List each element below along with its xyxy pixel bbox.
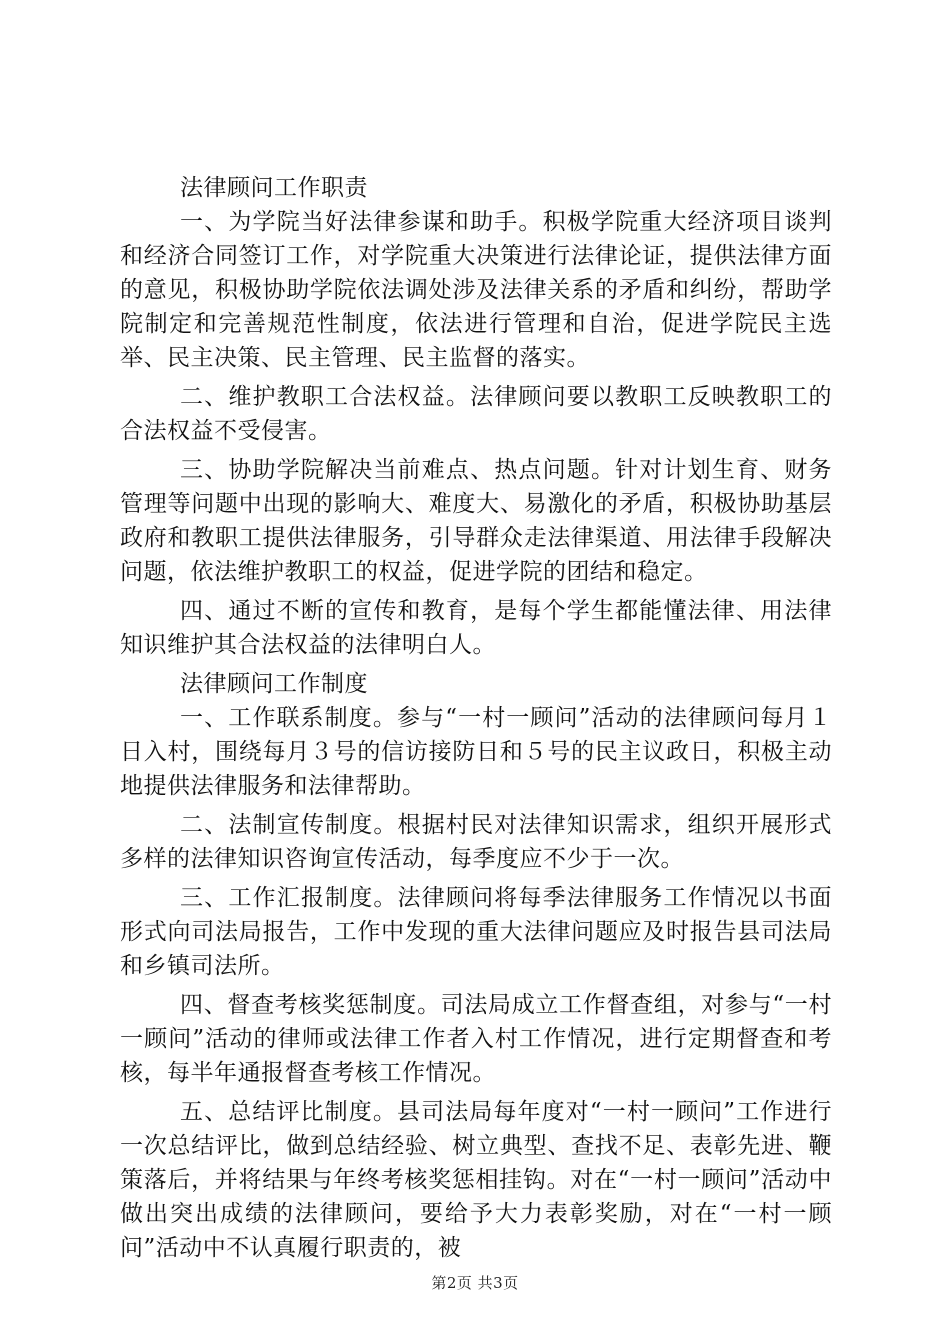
paragraph-duty-1: 一、为学院当好法律参谋和助手。积极学院重大经济项目谈判和经济合同签订工作，对学院重大决策进行法律论证，提供法律方面的意见，积极协助学院依法调处涉及法律关系的矛盾和纠纷，帮助学院制定和完善规范性制度，依法进行管理和自治，促进学院民主选举、民主决策、民主管理、民主监督的落实。 xyxy=(120,209,832,371)
paragraph-system-5: 五、总结评比制度。县司法局每年度对“一村一顾问”工作进行一次总结评比，做到总结经验、树立典型、查找不足、表彰先进、鞭策落后，并将结果与年终考核奖惩相挂钩。对在“一村一顾问”活动中做出突出成绩的法律顾问，要给予大力表彰奖励，对在“一村一顾问”活动中不认真履行职责的，被 xyxy=(120,1099,832,1261)
paragraph-system-3: 三、工作汇报制度。法律顾问将每季法律服务工作情况以书面形式向司法局报告，工作中发现的重大法律问题应及时报告县司法局和乡镇司法所。 xyxy=(120,885,832,979)
paragraph-duty-4: 四、通过不断的宣传和教育，是每个学生都能懂法律、用法律知识维护其合法权益的法律明白人。 xyxy=(120,598,832,658)
section-title-system: 法律顾问工作制度 xyxy=(180,671,368,697)
paragraph-system-2: 二、法制宣传制度。根据村民对法律知识需求，组织开展形式多样的法律知识咨询宣传活动，每季度应不少于一次。 xyxy=(120,812,832,872)
paragraph-duty-2: 二、维护教职工合法权益。法律顾问要以教职工反映教职工的合法权益不受侵害。 xyxy=(120,384,832,444)
paragraph-system-1: 一、工作联系制度。参与“一村一顾问”活动的法律顾问每月１日入村，围绕每月３号的信访接防日和５号的民主议政日，积极主动地提供法律服务和法律帮助。 xyxy=(120,705,832,799)
page-number-footer: 第2页 共3页 xyxy=(431,1274,519,1292)
document-body xyxy=(120,171,832,1270)
paragraph-duty-3: 三、协助学院解决当前难点、热点问题。针对计划生育、财务管理等问题中出现的影响大、难度大、易激化的矛盾，积极协助基层政府和教职工提供法律服务，引导群众走法律渠道、用法律手段解决问题，依法维护教职工的权益，促进学院的团结和稳定。 xyxy=(120,457,832,585)
section-title-duties: 法律顾问工作职责 xyxy=(180,175,368,201)
paragraph-system-4: 四、督查考核奖惩制度。司法局成立工作督查组，对参与“一村一顾问”活动的律师或法律工作者入村工作情况，进行定期督查和考核，每半年通报督查考核工作情况。 xyxy=(120,992,832,1086)
